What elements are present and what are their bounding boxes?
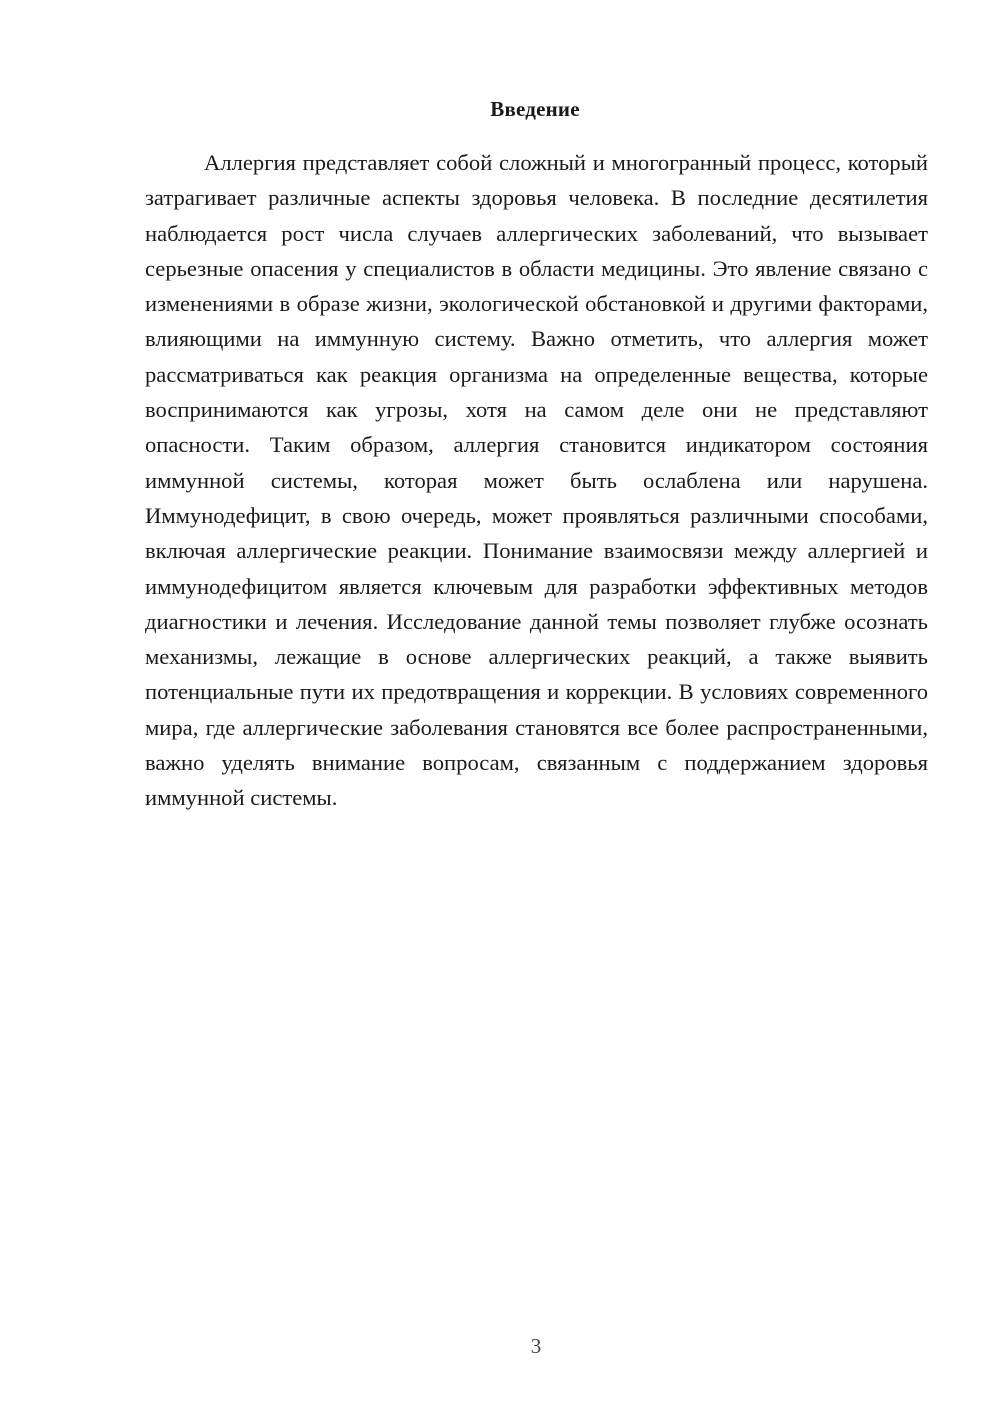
body-paragraph: Аллергия представляет собой сложный и многогранный процесс, который затрагивает различные аспекты здоровья человека. В последние десятилетия наблюдается рост числа случаев аллергических заболеваний, что вызывает серьезные опасения у специалистов в области медицины. Это явление связано с изменениями в образе жизни, экологической обстановкой и другими факторами, влияющими на иммунную систему. Важно отметить, что аллергия может рассматриваться как реакция организма на определенные вещества, которые воспринимаются как угрозы, хотя на самом деле они не представляют опасности. Таким образом, аллергия становится индикатором состояния иммунной системы, которая может быть ослаблена или нарушена. Иммунодефицит, в свою очередь, может проявляться различными способами, включая аллергические реакции. Понимание взаимосвязи между аллергией и иммунодефицитом является ключевым для разработки эффективных методов диагностики и лечения. Исследование данной темы позволяет глубже осознать механизмы, лежащие в основе аллергических реакций, а также выявить потенциальные пути их предотвращения и коррекции. В условиях современного мира, где аллергические заболевания становятся все более распространенными, важно уделять внимание вопросам, связанным с поддержанием здоровья иммунной системы. — [145, 150, 928, 811]
section-heading: Введение — [490, 97, 580, 121]
page-number: 3 — [530, 1334, 542, 1358]
